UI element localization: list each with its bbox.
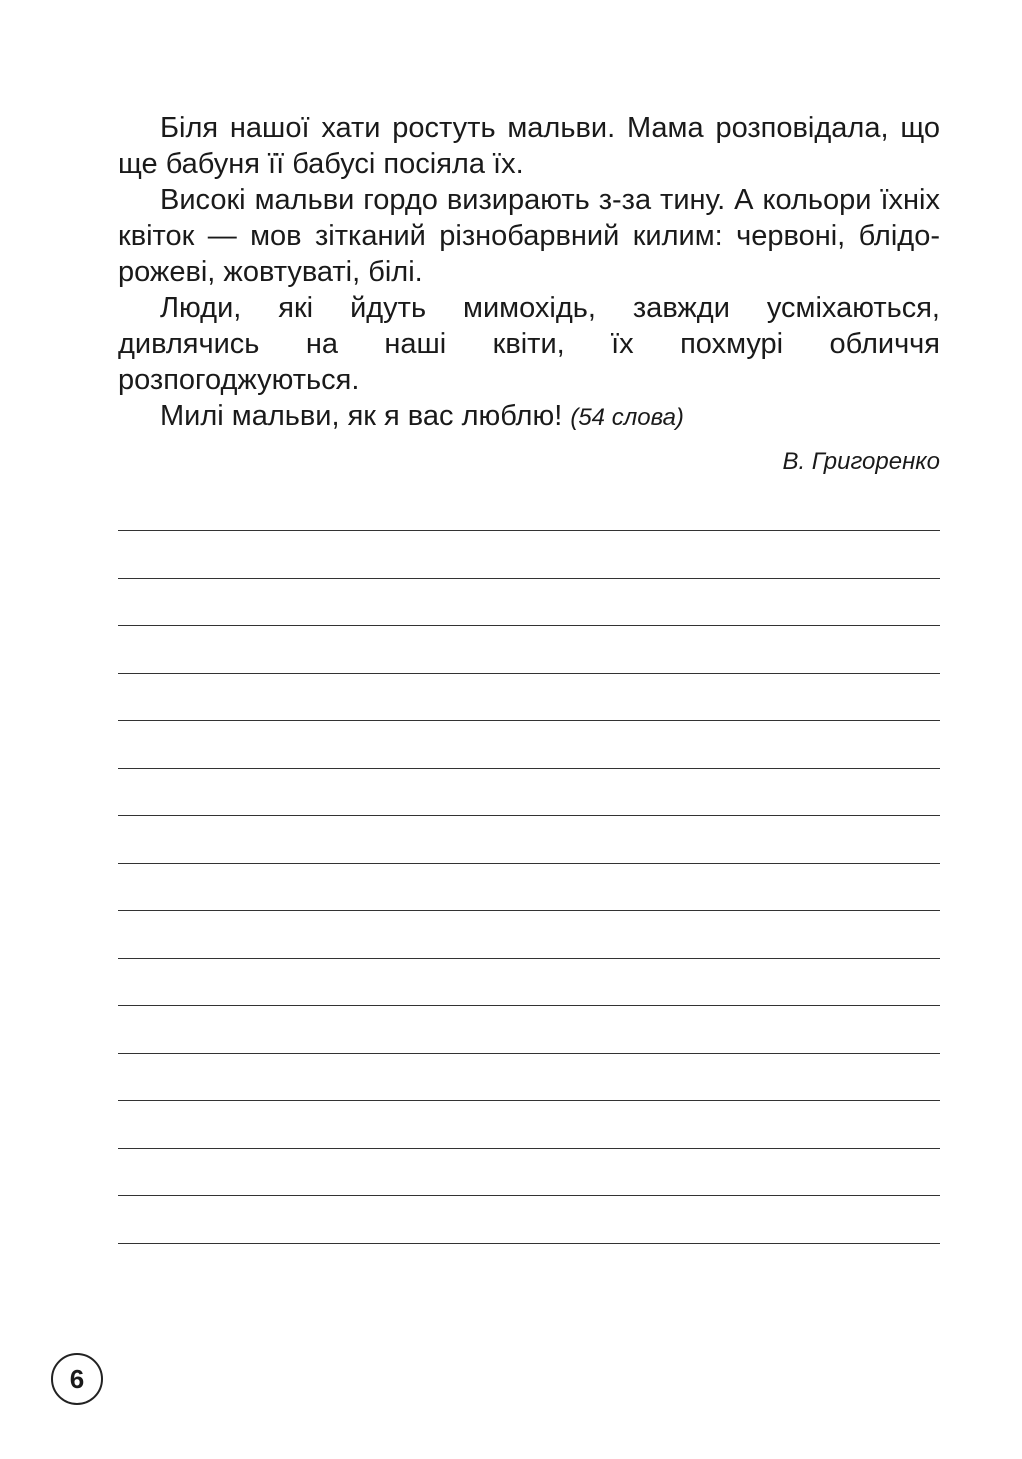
paragraph-4-text: Милі мальви, як я вас люблю! [160, 400, 563, 432]
writing-line [118, 863, 940, 864]
paragraph-2: Високі мальви гордо визирають з-за тину. А кольори їхніх квіток — мов зітканий різнобарвний килим: червоні, блідо-рожеві, жовтуваті, білі. [118, 184, 940, 288]
writing-line [118, 958, 940, 959]
writing-lines-area[interactable] [118, 530, 940, 1290]
writing-line [118, 910, 940, 911]
writing-line [118, 1195, 940, 1196]
writing-line [118, 1100, 940, 1101]
paragraph-1: Біля нашої хати ростуть мальви. Мама розповідала, що ще бабуня її бабусі посіяла їх. [118, 112, 940, 180]
writing-line [118, 1005, 940, 1006]
writing-line [118, 1148, 940, 1149]
writing-line [118, 1053, 940, 1054]
dictation-text [118, 110, 940, 436]
paragraph-3: Люди, які йдуть мимохідь, завжди усміхаються, дивлячись на наші квіти, їх похмурі обличчя розпогоджуються. [118, 292, 940, 396]
writing-line [118, 530, 940, 531]
writing-line [118, 578, 940, 579]
writing-line [118, 1243, 940, 1244]
writing-line [118, 768, 940, 769]
writing-line [118, 673, 940, 674]
author-name: В. Григоренко [782, 448, 940, 475]
writing-line [118, 815, 940, 816]
page-number: 6 [51, 1353, 103, 1405]
writing-line [118, 625, 940, 626]
paragraph-4 [118, 398, 940, 436]
word-count: (54 слова) [570, 404, 684, 431]
writing-line [118, 720, 940, 721]
